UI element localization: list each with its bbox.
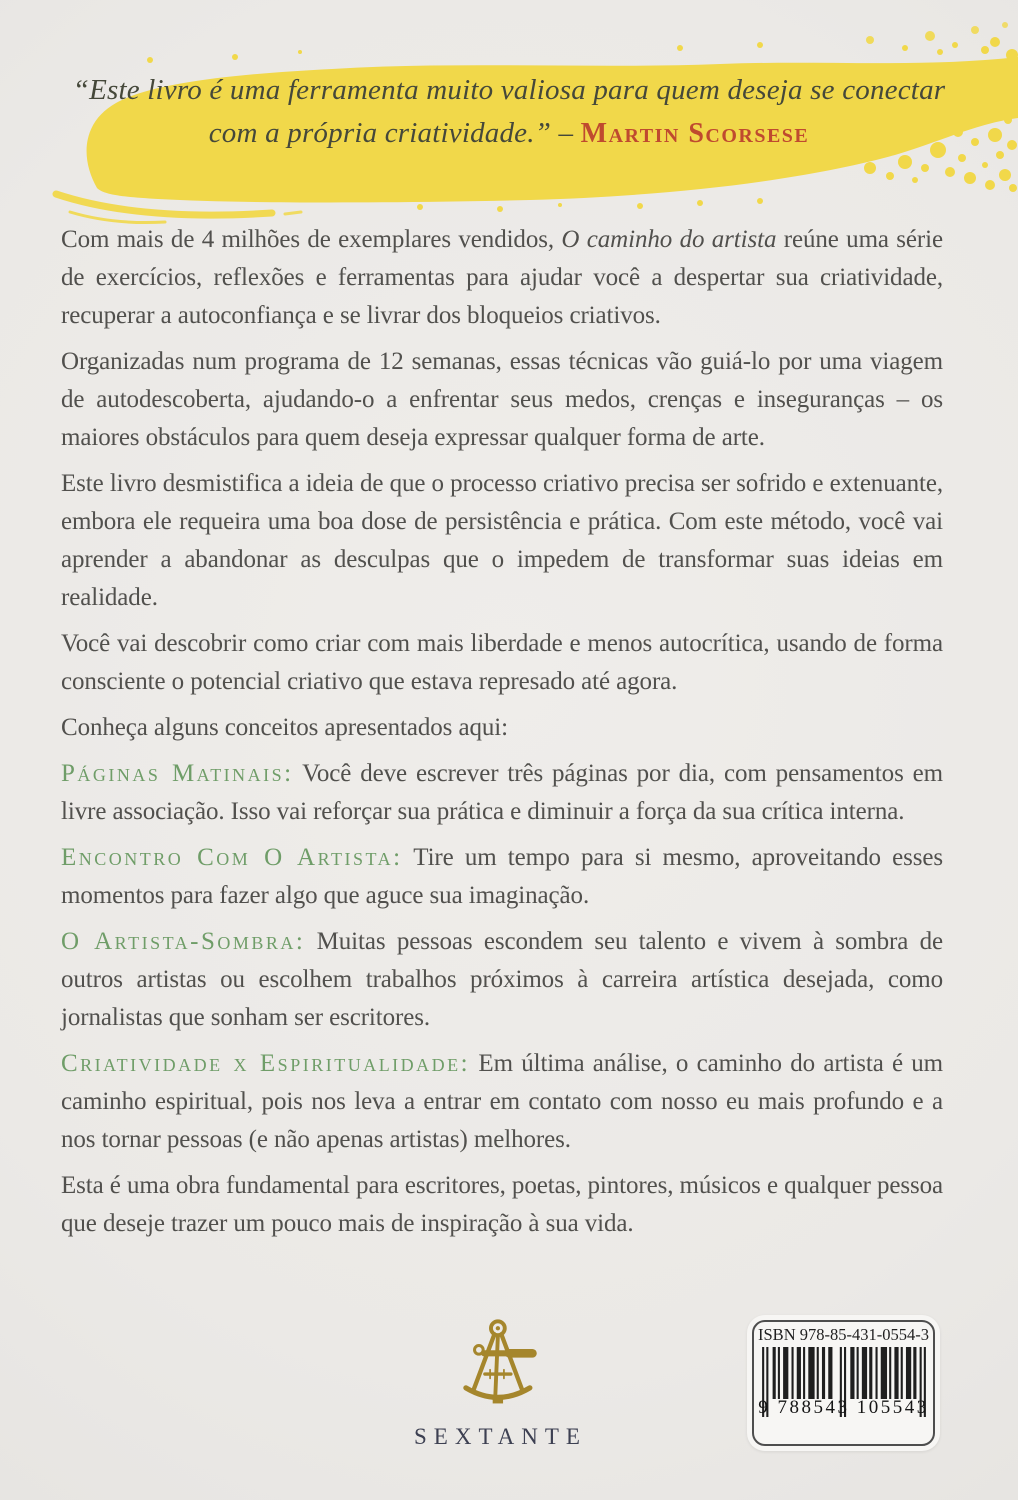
paragraph-sales-after: reúne uma série de exercícios, reflexões e ferramentas para ajudar você a despertar sua criatividade, recuperar a autoconfiança e se livrar dos bloqueios criativos. bbox=[61, 226, 943, 329]
barcode bbox=[747, 1315, 940, 1451]
paragraph-discover: Você vai descobrir como criar com mais liberdade e menos autocrítica, usando de forma consciente o potencial criativo que estava represado até agora. bbox=[61, 630, 943, 695]
paragraph-program: Organizadas num programa de 12 semanas, essas técnicas vão guiá-lo por uma viagem de autodescoberta, ajudando-o a enfrentar seus medos, crenças e inseguranças – os maiores obstáculos para quem deseja expressar qualquer forma de arte. bbox=[61, 348, 943, 451]
book-title-italic: O caminho do artista bbox=[561, 226, 777, 253]
quote-attribution: Martin Scorsese bbox=[580, 118, 810, 149]
publisher-name: SEXTANTE bbox=[414, 1424, 587, 1449]
concept-term: Páginas Matinais: bbox=[61, 760, 294, 787]
concept-item-morning-pages bbox=[61, 755, 943, 831]
barcode-frame bbox=[752, 1320, 935, 1446]
publisher-logo bbox=[414, 1317, 587, 1450]
barcode-number: 9 788543 105543 bbox=[758, 1397, 929, 1418]
paragraph-sales-before: Com mais de 4 milhões de exemplares vendidos, bbox=[61, 226, 562, 253]
back-cover-copy bbox=[61, 221, 943, 1251]
concept-item-creativity-spirituality bbox=[61, 1045, 943, 1159]
quote-line2 bbox=[0, 117, 1018, 150]
paragraph-closing: Esta é uma obra fundamental para escritores, poetas, pintores, músicos e qualquer pessoa que deseje trazer um pouco mais de inspiração à sua vida. bbox=[61, 1172, 943, 1237]
sextant-icon bbox=[449, 1317, 545, 1419]
concept-description: Você deve escrever três páginas por dia, com pensamentos em livre associação. Isso vai reforçar sua prática e diminuir a força da sua crítica interna. bbox=[61, 760, 943, 825]
quote-line1: “Este livro é uma ferramenta muito valiosa para quem deseja se conectar bbox=[72, 74, 946, 106]
concept-term: O Artista-Sombra: bbox=[61, 928, 306, 955]
concept-term: Encontro Com O Artista: bbox=[61, 844, 403, 871]
concept-term: Criatividade x Espiritualidade: bbox=[61, 1050, 471, 1077]
paragraph-demystify: Este livro desmistifica a ideia de que o processo criativo precisa ser sofrido e extenuante, embora ele requeira uma boa dose de persistência e prática. Com este método, você vai aprender a abandonar as desculpas que o impedem de transformar suas ideias em realidade. bbox=[61, 470, 943, 611]
concepts-intro: Conheça alguns conceitos apresentados aqui: bbox=[61, 714, 508, 741]
concept-description: Tire um tempo para si mesmo, aproveitando esses momentos para fazer algo que aguce sua imaginação. bbox=[61, 844, 943, 909]
quote-line2-text: com a própria criatividade.” – bbox=[208, 117, 581, 149]
paragraph-sales bbox=[61, 221, 943, 335]
concept-description: Em última análise, o caminho do artista é um caminho espiritual, pois nos leva a entrar em contato com nosso eu mais profundo e a nos tornar pessoas (e não apenas artistas) melhores. bbox=[61, 1050, 944, 1153]
concept-item-shadow-artist bbox=[61, 923, 943, 1037]
concept-description: Muitas pessoas escondem seu talento e vivem à sombra de outros artistas ou escolhem trabalhos próximos à carreira artística desejada, como jornalistas que sonham ser escritores. bbox=[61, 928, 943, 1031]
isbn-label: ISBN 978-85-431-0554-3 bbox=[758, 1325, 929, 1344]
concept-item-artist-date bbox=[61, 839, 943, 915]
